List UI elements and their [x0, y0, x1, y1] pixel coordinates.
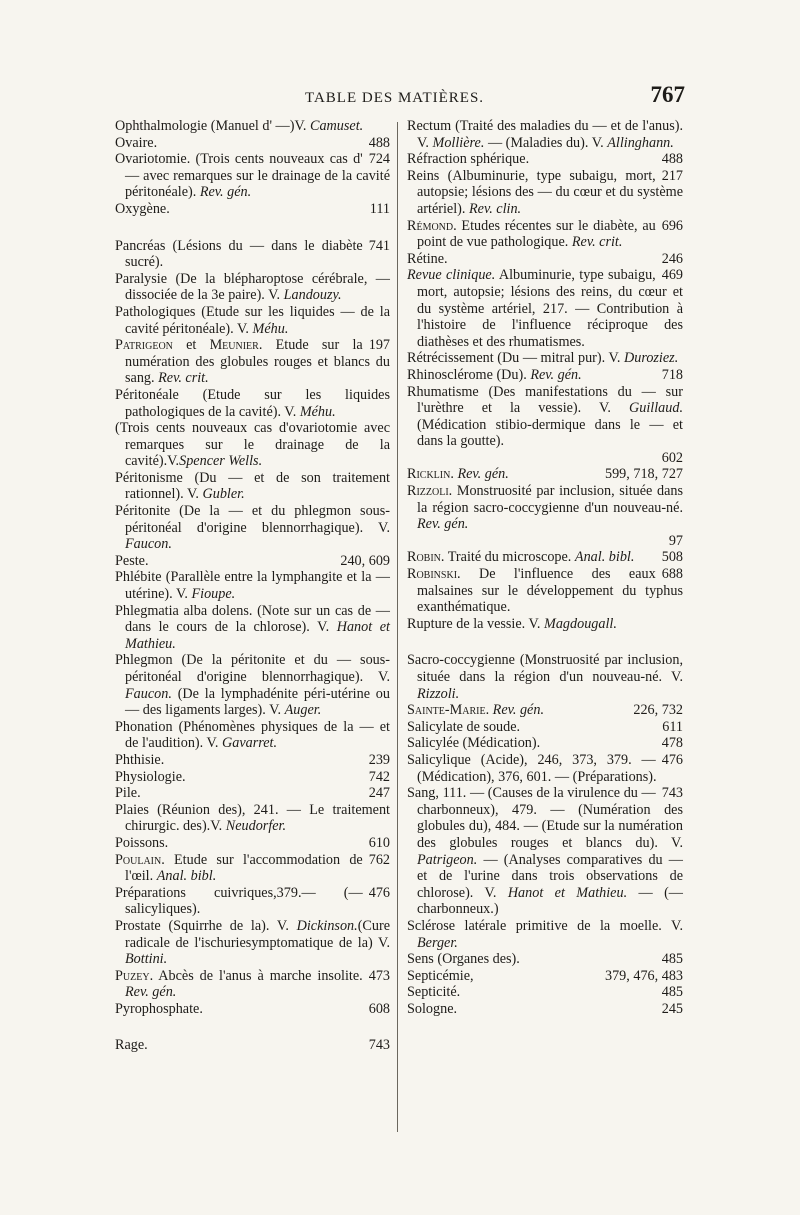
index-entry: [407, 702, 683, 719]
index-entry: [407, 218, 683, 251]
author-reference: Rev. gén.: [199, 184, 252, 201]
author-reference: Landouzy.: [283, 287, 342, 304]
left-column: [115, 118, 390, 1054]
entry-text: Péritonéale (Etude sur les liquides pathologiques de la cavité). V.: [115, 386, 390, 420]
entry-text: Poissons.: [115, 834, 169, 851]
index-entry: [115, 835, 390, 852]
page-reference: 246: [661, 250, 683, 267]
entry-text: Salicylique (Acide), 246, 373, 379. — (Médication), 376, 601. — (Préparations).: [407, 751, 657, 785]
index-entry: [115, 387, 390, 420]
index-entry: [115, 752, 390, 769]
author-name: Rémond: [407, 217, 454, 234]
entry-text: et: [172, 337, 210, 354]
index-entry: [115, 151, 390, 201]
author-reference: Hanot et Mathieu.: [125, 619, 390, 652]
author-reference: Mollière.: [432, 134, 485, 151]
index-entry: [115, 719, 390, 752]
index-entry: [407, 735, 683, 752]
page-reference: 724: [368, 151, 390, 168]
index-entry: [115, 1001, 390, 1018]
index-entry: [115, 569, 390, 602]
page-reference: 488: [368, 134, 390, 151]
author-reference: Gubler.: [202, 486, 245, 503]
author-reference: Rev. crit.: [158, 370, 209, 387]
author-reference: Bottini.: [125, 951, 168, 968]
entry-text: Septicité.: [407, 984, 461, 1001]
index-entry: [407, 719, 683, 736]
entry-text: Salicylate de soude.: [407, 718, 521, 735]
entry-text: Reins (Albuminurie, type subaigu, mort, autopsie; lésions des — du cœur et du système artériel).: [407, 167, 683, 217]
entry-text: . Etude sur la numération des globules rouges et blancs du sang.: [125, 337, 390, 387]
page-header: [115, 82, 685, 116]
page-reference: 508: [661, 549, 683, 566]
index-entry: [115, 769, 390, 786]
page-reference: 608: [368, 1000, 390, 1017]
entry-text: Phlegmon (De la péritonite et du — sous-péritonéal d'origine blennorrhagique). V.: [115, 652, 390, 685]
author-reference: Guillaud.: [629, 400, 683, 417]
index-entry: [407, 151, 683, 168]
author-reference: Spencer Wells.: [179, 453, 263, 470]
page-reference: 469: [661, 267, 683, 284]
entry-text: (Trois cents nouveaux cas d'ovariotomie avec remarques sur le drainage de la cavité).V.: [115, 420, 390, 470]
entry-text: Pancréas (Lésions du — dans le diabète sucré).: [115, 237, 363, 271]
index-entry: [115, 271, 390, 304]
author-reference: Méhu.: [252, 320, 289, 337]
entry-text: — (— charbonneux.): [417, 884, 683, 918]
index-entry: [407, 1001, 683, 1018]
author-reference: Berger.: [417, 934, 458, 951]
author-name: Robin: [407, 549, 441, 566]
entry-text: (Médication stibio-dermique dans le — et dans la goutte).: [417, 416, 683, 450]
entry-text: Sang, 111. — (Causes de la virulence du — charbonneux), 479. — (Numération des globules du), 484. — (Etude sur la numération des globules rouges et blancs du). V.: [407, 785, 683, 851]
index-entry: [407, 384, 683, 467]
author-name: Robinski: [407, 566, 458, 583]
index-entry: [407, 968, 683, 985]
entry-text: Peste.: [115, 552, 149, 569]
entry-text: . De l'influence des eaux malsaines sur le développement du typhus exanthématique.: [417, 566, 683, 616]
author-name: Patrigeon: [115, 337, 173, 354]
author-reference: Hanot et Mathieu.: [507, 884, 628, 901]
page-reference: 718: [661, 366, 683, 383]
index-entry: [115, 603, 390, 653]
entry-text: .: [485, 702, 493, 719]
page-reference: 743: [368, 1037, 390, 1054]
author-reference: Dickinson.: [296, 917, 358, 934]
index-entry: [115, 470, 390, 503]
page-reference: 111: [369, 200, 390, 217]
index-entry: [407, 483, 683, 549]
author-reference: Neudorfer.: [225, 818, 287, 835]
page-reference: 742: [368, 768, 390, 785]
index-entry: [115, 652, 390, 718]
page-reference: 485: [661, 951, 683, 968]
page-reference: 743: [661, 785, 683, 802]
index-entry: [115, 553, 390, 570]
index-entry: [407, 251, 683, 268]
entry-text: Pile.: [115, 785, 141, 802]
author-reference: Rizzoli.: [417, 685, 460, 702]
entry-text: Pathologiques (Etude sur les liquides — de la cavité péritonéale). V.: [115, 303, 390, 337]
index-entry: [407, 951, 683, 968]
entry-text: Oxygène.: [115, 200, 170, 217]
page-reference: 476: [368, 884, 390, 901]
entry-text: Péritonisme (Du — et de son traitement rationnel). V.: [115, 469, 390, 503]
page-reference: 379, 476, 483: [604, 967, 683, 984]
author-reference: Rev. gén.: [530, 366, 582, 383]
index-entry: [407, 549, 683, 566]
page-reference: 217: [661, 167, 683, 184]
index-entry: [115, 118, 390, 135]
index-entry: [115, 135, 390, 152]
author-reference: Rev. gén.: [417, 516, 469, 533]
page-reference: 488: [661, 151, 683, 168]
index-entry: [115, 1037, 390, 1054]
index-entry: [407, 466, 683, 483]
entry-text: (De la lymphadénite péri-utérine ou — des ligaments larges). V.: [125, 685, 390, 719]
page-reference: 485: [661, 984, 683, 1001]
author-reference: Rev. gén.: [492, 702, 544, 719]
index-entry: [407, 267, 683, 350]
page-reference: 610: [368, 834, 390, 851]
author-name: Ricklin: [407, 466, 451, 483]
index-entry: [115, 238, 390, 271]
index-entry: [407, 616, 683, 633]
column-divider: [397, 122, 398, 1132]
page-reference: 476: [661, 751, 683, 768]
entry-text: Prostate (Squirrhe de la). V.: [115, 917, 297, 934]
entry-text: . Etudes récentes sur le diabète, au point de vue pathologique.: [417, 217, 656, 251]
entry-text: .: [450, 466, 458, 483]
entry-text: Physiologie.: [115, 768, 186, 785]
author-reference: Rev. gén.: [125, 984, 177, 1001]
page-reference: 240, 609: [340, 552, 390, 569]
entry-text: . Abcès de l'anus à marche insolite.: [149, 967, 363, 984]
index-entry: [115, 337, 390, 387]
page-reference: 611: [662, 718, 683, 735]
author-name: Puzey: [115, 967, 150, 984]
source-citation: Revue clinique.: [407, 267, 496, 284]
index-entry: [407, 118, 683, 151]
entry-text: Rétine.: [407, 250, 448, 267]
author-reference: Rev. crit.: [571, 234, 623, 251]
author-reference: Duroziez.: [623, 350, 679, 367]
author-name: Rizzoli: [407, 483, 449, 500]
entry-text: Rectum (Traité des maladies du — et de l'anus). V.: [407, 118, 683, 151]
entry-text: Sens (Organes des).: [407, 951, 520, 968]
entry-text: . Traité du microscope.: [440, 549, 575, 566]
page-reference: 688: [661, 566, 683, 583]
author-reference: Patrigeon.: [417, 851, 478, 868]
page-number: 767: [650, 82, 685, 107]
index-entry: [115, 201, 390, 218]
index-entry: [407, 752, 683, 785]
page-reference: 239: [368, 751, 390, 768]
index-entry: [407, 350, 683, 367]
index-entry: [407, 566, 683, 616]
author-reference: Magdougall.: [544, 615, 617, 632]
page-reference: 602: [661, 449, 683, 466]
entry-text: Phlébite (Parallèle entre la lymphangite et la — utérine). V.: [115, 569, 390, 603]
entry-text: Rhinosclérome (Du).: [407, 366, 531, 383]
entry-text: Rhumatisme (Des manifestations du — sur l'urèthre et la vessie). V.: [407, 383, 683, 417]
entry-text: Péritonite (De la — et du phlegmon sous-péritonéal d'origine blennorrhagique). V.: [115, 503, 390, 536]
author-reference: Fioupe.: [191, 586, 236, 603]
entry-text: . Etude sur l'accommodation de l'œil.: [125, 851, 363, 885]
page-reference: 226, 732: [633, 702, 683, 719]
entry-text: Ovaire.: [115, 134, 158, 151]
index-entry: [115, 885, 390, 918]
author-reference: Faucon.: [125, 536, 172, 553]
entry-text: Rupture de la vessie. V.: [407, 615, 544, 632]
author-reference: Faucon.: [125, 685, 172, 702]
page-reference: 197: [368, 337, 390, 354]
author-reference: Anal. bibl.: [156, 868, 217, 885]
author-reference: Méhu.: [299, 403, 336, 420]
entry-text: (Cure radicale de l'ischuriesymptomatique de la) V.: [125, 917, 390, 951]
entry-text: Plaies (Réunion des), 241. — Le traitement chirurgic. des).V.: [115, 801, 390, 835]
page-reference: 696: [661, 217, 683, 234]
entry-text: — (Maladies du). V.: [484, 134, 608, 151]
entry-text: Paralysie (De la blépharoptose cérébrale, — dissociée de la 3e paire). V.: [115, 270, 390, 304]
entry-text: — (Analyses comparatives du — et de l'urine dans trois observations de chlorose). V.: [417, 851, 683, 901]
entry-text: . Monstruosité par inclusion, située dans la région sacro-coccygienne d'un nouveau-né.: [417, 483, 683, 516]
page-reference: 97: [668, 532, 683, 549]
author-reference: Anal. bibl.: [574, 549, 635, 566]
entry-text: Ovariotomie. (Trois cents nouveaux cas d' — avec remarques sur le drainage de la cavité péritonéale).: [115, 151, 390, 201]
author-reference: Auger.: [284, 702, 322, 719]
author-reference: Rev. gén.: [457, 466, 509, 483]
index-entry: [115, 968, 390, 1001]
entry-text: Sacro-coccygienne (Monstruosité par inclusion, située dans la région d'un nouveau-né. V.: [407, 652, 683, 685]
author-name: Meunier: [209, 337, 259, 354]
index-entry: [115, 785, 390, 802]
entry-text: Phlegmatia alba dolens. (Note sur un cas de — dans le cours de la chlorose). V.: [115, 602, 390, 636]
entry-text: Salicylée (Médication).: [407, 735, 541, 752]
right-column: [407, 118, 683, 1017]
author-name: Sainte-Marie: [407, 702, 486, 719]
entry-text: Préparations cuivriques,379.— (— salicyliques).: [115, 884, 363, 918]
page-reference: 478: [661, 735, 683, 752]
page-reference: 245: [661, 1000, 683, 1017]
author-reference: Camuset.: [309, 118, 364, 134]
page-reference: 473: [368, 967, 390, 984]
entry-text: Rage.: [115, 1037, 148, 1054]
index-entry: [407, 367, 683, 384]
entry-text: Septicémie,: [407, 967, 474, 984]
index-entry: [407, 785, 683, 918]
page-reference: 599, 718, 727: [604, 466, 683, 483]
page-reference: 741: [368, 237, 390, 254]
running-title: TABLE DES MATIÈRES.: [305, 90, 485, 106]
author-reference: Rev. clin.: [468, 200, 522, 217]
index-entry: [115, 918, 390, 968]
author-reference: Gavarret.: [222, 735, 278, 752]
index-entry: [115, 802, 390, 835]
entry-text: Phonation (Phénomènes physiques de la — et de l'audition). V.: [115, 718, 390, 752]
entry-text: Albuminurie, type subaigu, mort, autopsie; lésions des reins, du cœur et du système artériel, 217. — Contribution à l'histoire de l'influence réciproque des diathèses et des rhumatismes.: [417, 267, 683, 350]
index-entry: [407, 652, 683, 702]
index-entry: [407, 168, 683, 218]
entry-text: Phthisie.: [115, 751, 165, 768]
index-entry: [407, 918, 683, 951]
author-reference: Allinghann.: [607, 134, 674, 151]
index-entry: [115, 304, 390, 337]
entry-text: Ophthalmologie (Manuel d' —)V.: [115, 118, 310, 134]
index-entry: [407, 984, 683, 1001]
author-name: Poulain: [115, 851, 162, 868]
index-entry: [115, 420, 390, 470]
index-entry: [115, 503, 390, 553]
entry-text: Réfraction sphérique.: [407, 151, 530, 168]
index-entry: [115, 852, 390, 885]
page-reference: 762: [368, 851, 390, 868]
entry-text: Sclérose latérale primitive de la moelle. V.: [407, 917, 683, 934]
entry-text: Rétrécissement (Du — mitral pur). V.: [407, 350, 624, 367]
entry-text: Sologne.: [407, 1000, 458, 1017]
entry-text: Pyrophosphate.: [115, 1000, 203, 1017]
page-reference: 247: [368, 785, 390, 802]
